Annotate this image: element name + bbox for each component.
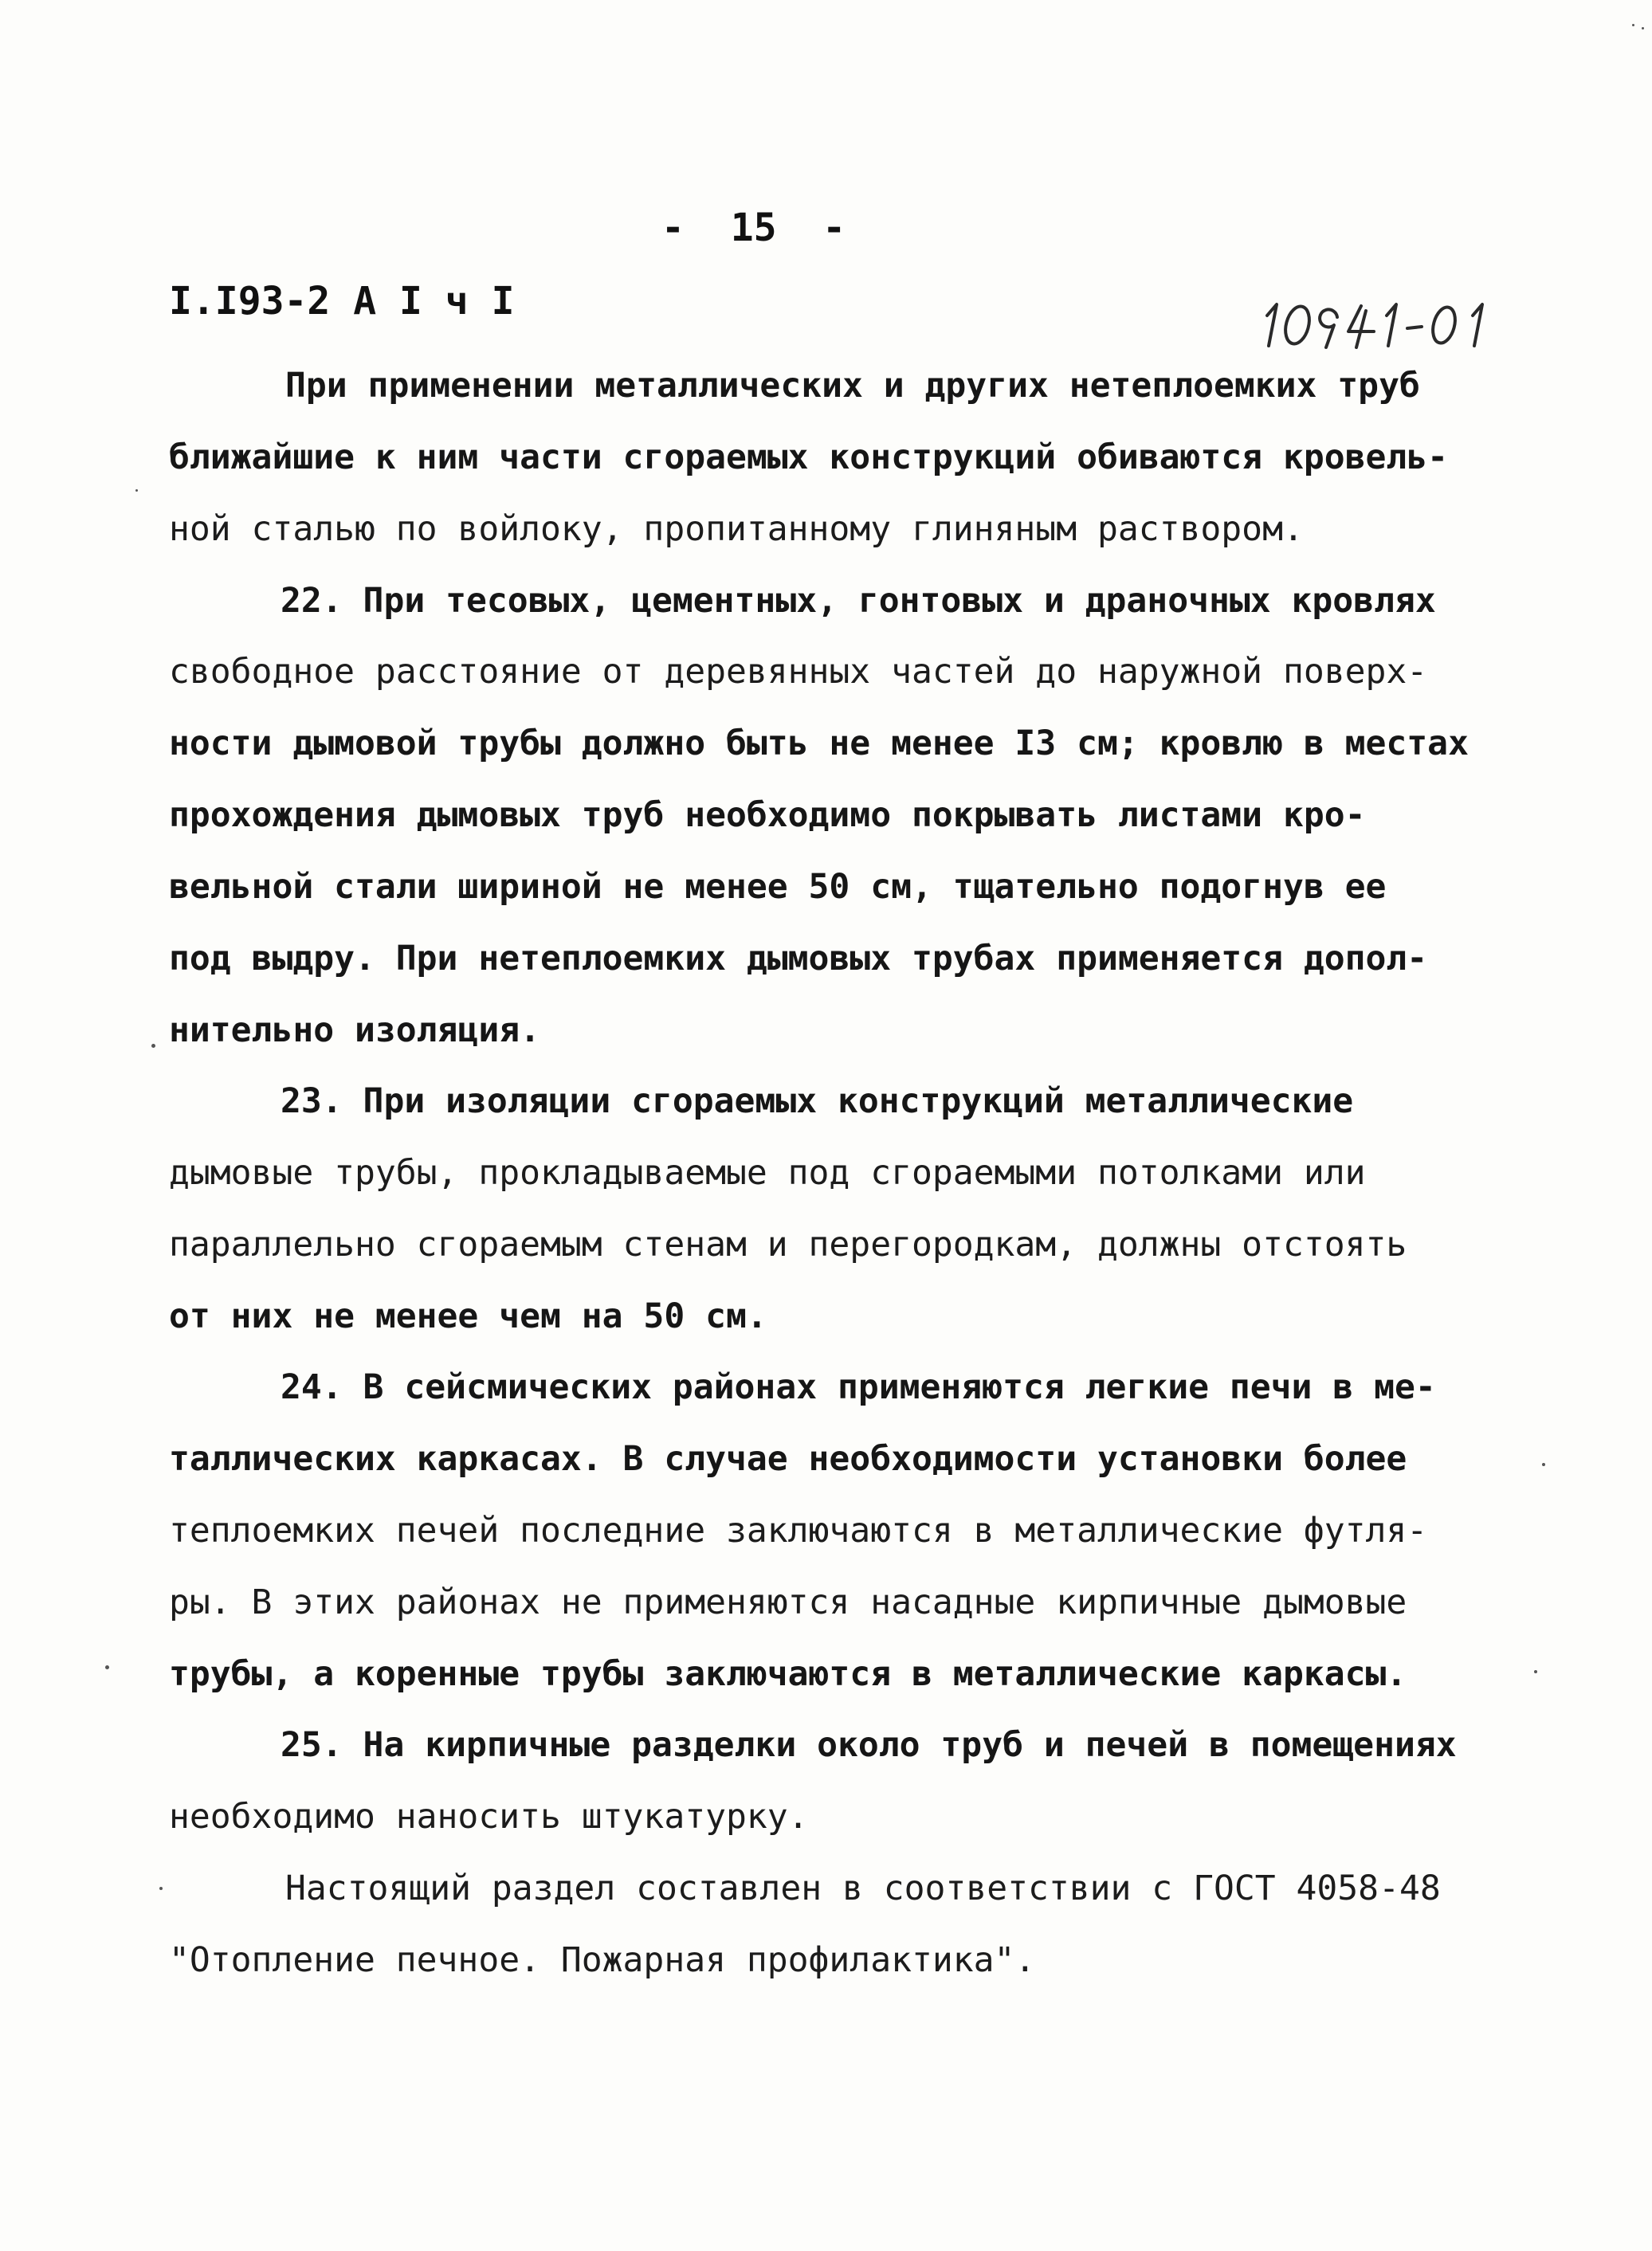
text-line-18: ры. В этих районах не применяются насадные кирпичные дымовые [169,1582,1407,1622]
scan-speck [1534,1670,1537,1673]
text-line-10: нительно изоляция. [169,1010,540,1050]
scan-speck [135,489,138,492]
text-line-4: 22. При тесовых, цементных, гонтовых и драночных кровлях [281,581,1436,621]
scan-speck [151,1044,155,1048]
text-line-22: Настоящий раздел составлен в соответствии с ГОСТ 4058-48 [285,1869,1441,1908]
text-line-16: таллических каркасах. В случае необходимости установки более [169,1439,1407,1479]
text-line-9: под выдру. При нетеплоемких дымовых трубах применяется допол- [169,939,1428,978]
text-line-5: свободное расстояние от деревянных частей до наружной поверх- [169,652,1428,692]
text-line-23: "Отопление печное. Пожарная профилактика". [169,1940,1036,1980]
scan-speck [1542,1463,1545,1466]
text-line-7: прохождения дымовых труб необходимо покрывать листами кро- [169,795,1366,835]
document-code: I.I93-2 А I ч I [169,279,515,324]
scan-speck [159,1887,163,1890]
text-line-1: При применении металлических и других нетеплоемких труб [285,366,1420,406]
text-line-13: параллельно сгораемым стенам и перегородкам, должны отстоять [169,1225,1407,1265]
text-line-2: ближайшие к ним части сгораемых конструкций обиваются кровель- [169,437,1449,477]
scan-speck [1632,24,1634,26]
text-line-14: от них не менее чем на 50 см. [169,1296,767,1336]
text-line-11: 23. При изоляции сгораемых конструкций металлические [281,1081,1354,1121]
handwritten-number-drawing [1259,293,1498,357]
text-line-6: ности дымовой трубы должно быть не менее I3 см; кровлю в местах [169,724,1469,763]
text-line-19: трубы, а коренные трубы заключаются в металлические каркасы. [169,1654,1407,1694]
scan-speck [105,1665,109,1669]
page-number: - 15 - [661,206,846,250]
text-line-3: ной сталью по войлоку, пропитанному глиняным раствором. [169,509,1304,549]
text-line-15: 24. В сейсмических районах применяются легкие печи в ме- [281,1367,1436,1407]
text-line-12: дымовые трубы, прокладываемые под сгораемыми потолками или [169,1153,1366,1193]
text-line-8: вельной стали шириной не менее 50 см, тщательно подогнув ее [169,867,1387,907]
text-line-21: необходимо наносить штукатурку. [169,1797,809,1837]
scan-speck [1642,27,1644,29]
handwritten-number [1259,293,1498,360]
text-line-20: 25. На кирпичные разделки около труб и печей в помещениях [281,1725,1457,1765]
text-line-17: теплоемких печей последние заключаются в металлические футля- [169,1511,1428,1551]
